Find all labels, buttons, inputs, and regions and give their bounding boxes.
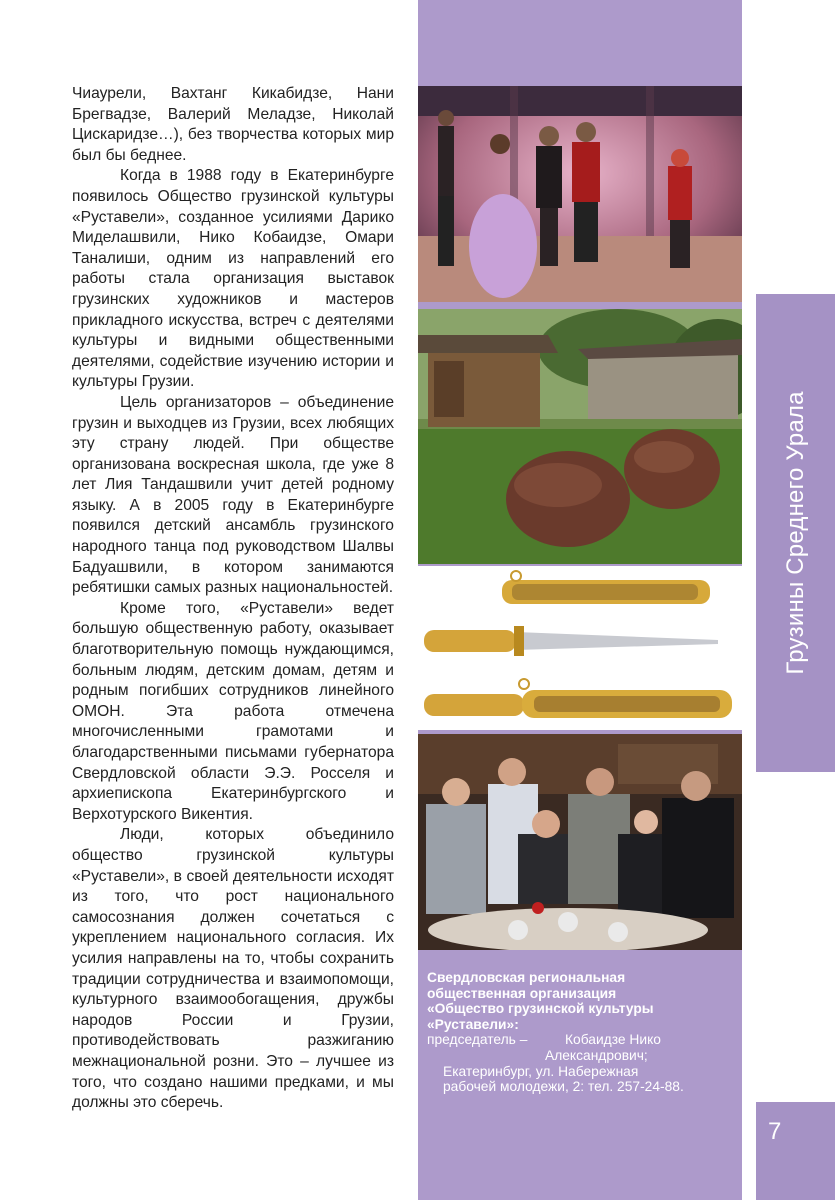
- page-number: 7: [768, 1118, 782, 1145]
- daggers-photo: [418, 566, 742, 730]
- paragraph: Цель организаторов – объединение грузин и выходцев из Грузии, всех любящих эту страну людей. При обществе организована воскресная школа, где уже 8 лет Лия Тандашвили учит детей родному языку. А в 2005 году в Екатеринбурге появился детский ансамбль грузинского народного танца под руководством Шалвы Бадуашвили, в котором занимаются ребятишки самых разных национальностей.: [72, 393, 394, 597]
- paragraph: Когда в 1988 году в Екатеринбурге появилось Общество грузинской культуры «Руставели», созданное усилиями Дарико Миделашвили, Нико Кобаидзе, Омари Таналиши, одним из направлений его работы стала организация выставок грузинских художников и мастеров прикладного искусства, встреч с деятелями культуры и видными общественными деятелями, содействие изучению истории и культуры Грузии.: [72, 167, 394, 391]
- address-line: Екатеринбург, ул. Набережная: [443, 1063, 639, 1079]
- section-tab: [756, 294, 835, 772]
- paragraph: Кроме того, «Руставели» ведет большую общественную работу, оказывает благотворительную помощь нуждающимся, больным людям, детским домам, детям и родным погибших сотрудников линейного ОМОН. Эта работа отмечена многочисленными грамотами и благодарственными письмами губернатора Свердловской области Э.Э. Росселя и архиепископа Екатеринбургского и Верхотурского Викентия.: [72, 599, 394, 823]
- organization-info: [427, 970, 737, 1095]
- page-number-tab: [756, 1102, 835, 1200]
- paragraph: Люди, которых объединило общество грузинской культуры «Руставели», в своей деятельности исходят из того, что рост национального самосознания должен сочетаться с укреплением национального согласия. Их усилия направлены на то, чтобы сохранить традиции сотрудничества и взаимопомощи, культурного взаимообогащения, дружбы народов России и Грузии, противодействовать разжиганию межнациональной розни. Это – лучшее из того, что создано нашими предками, и мы должны это сберечь.: [72, 826, 394, 1112]
- article-body: [72, 84, 394, 1114]
- qvevri-jars-photo: [418, 309, 742, 564]
- org-name-line: «Общество грузинской культуры: [427, 1001, 654, 1017]
- org-name-line: «Руставели»:: [427, 1016, 519, 1032]
- paragraph: Чиаурели, Вахтанг Кикабидзе, Нани Брегвадзе, Валерий Меладзе, Николай Цискаридзе…), без творчества которых мир был бы беднее.: [72, 85, 394, 164]
- section-title: Грузины Среднего Урала: [781, 391, 809, 675]
- org-name-line: Свердловская региональная: [427, 970, 626, 985]
- chairman-name: Кобаидзе Нико: [565, 1032, 661, 1048]
- address-line: рабочей молодежи, 2: тел. 257-24-88.: [443, 1079, 684, 1095]
- role-label: председатель –: [427, 1032, 528, 1048]
- chairman-patronymic: Александрович;: [545, 1047, 648, 1063]
- group-photo: [418, 734, 742, 950]
- org-name-line: общественная организация: [427, 985, 617, 1001]
- dance-ensemble-photo: [418, 86, 742, 302]
- chairman-row: [427, 1032, 737, 1048]
